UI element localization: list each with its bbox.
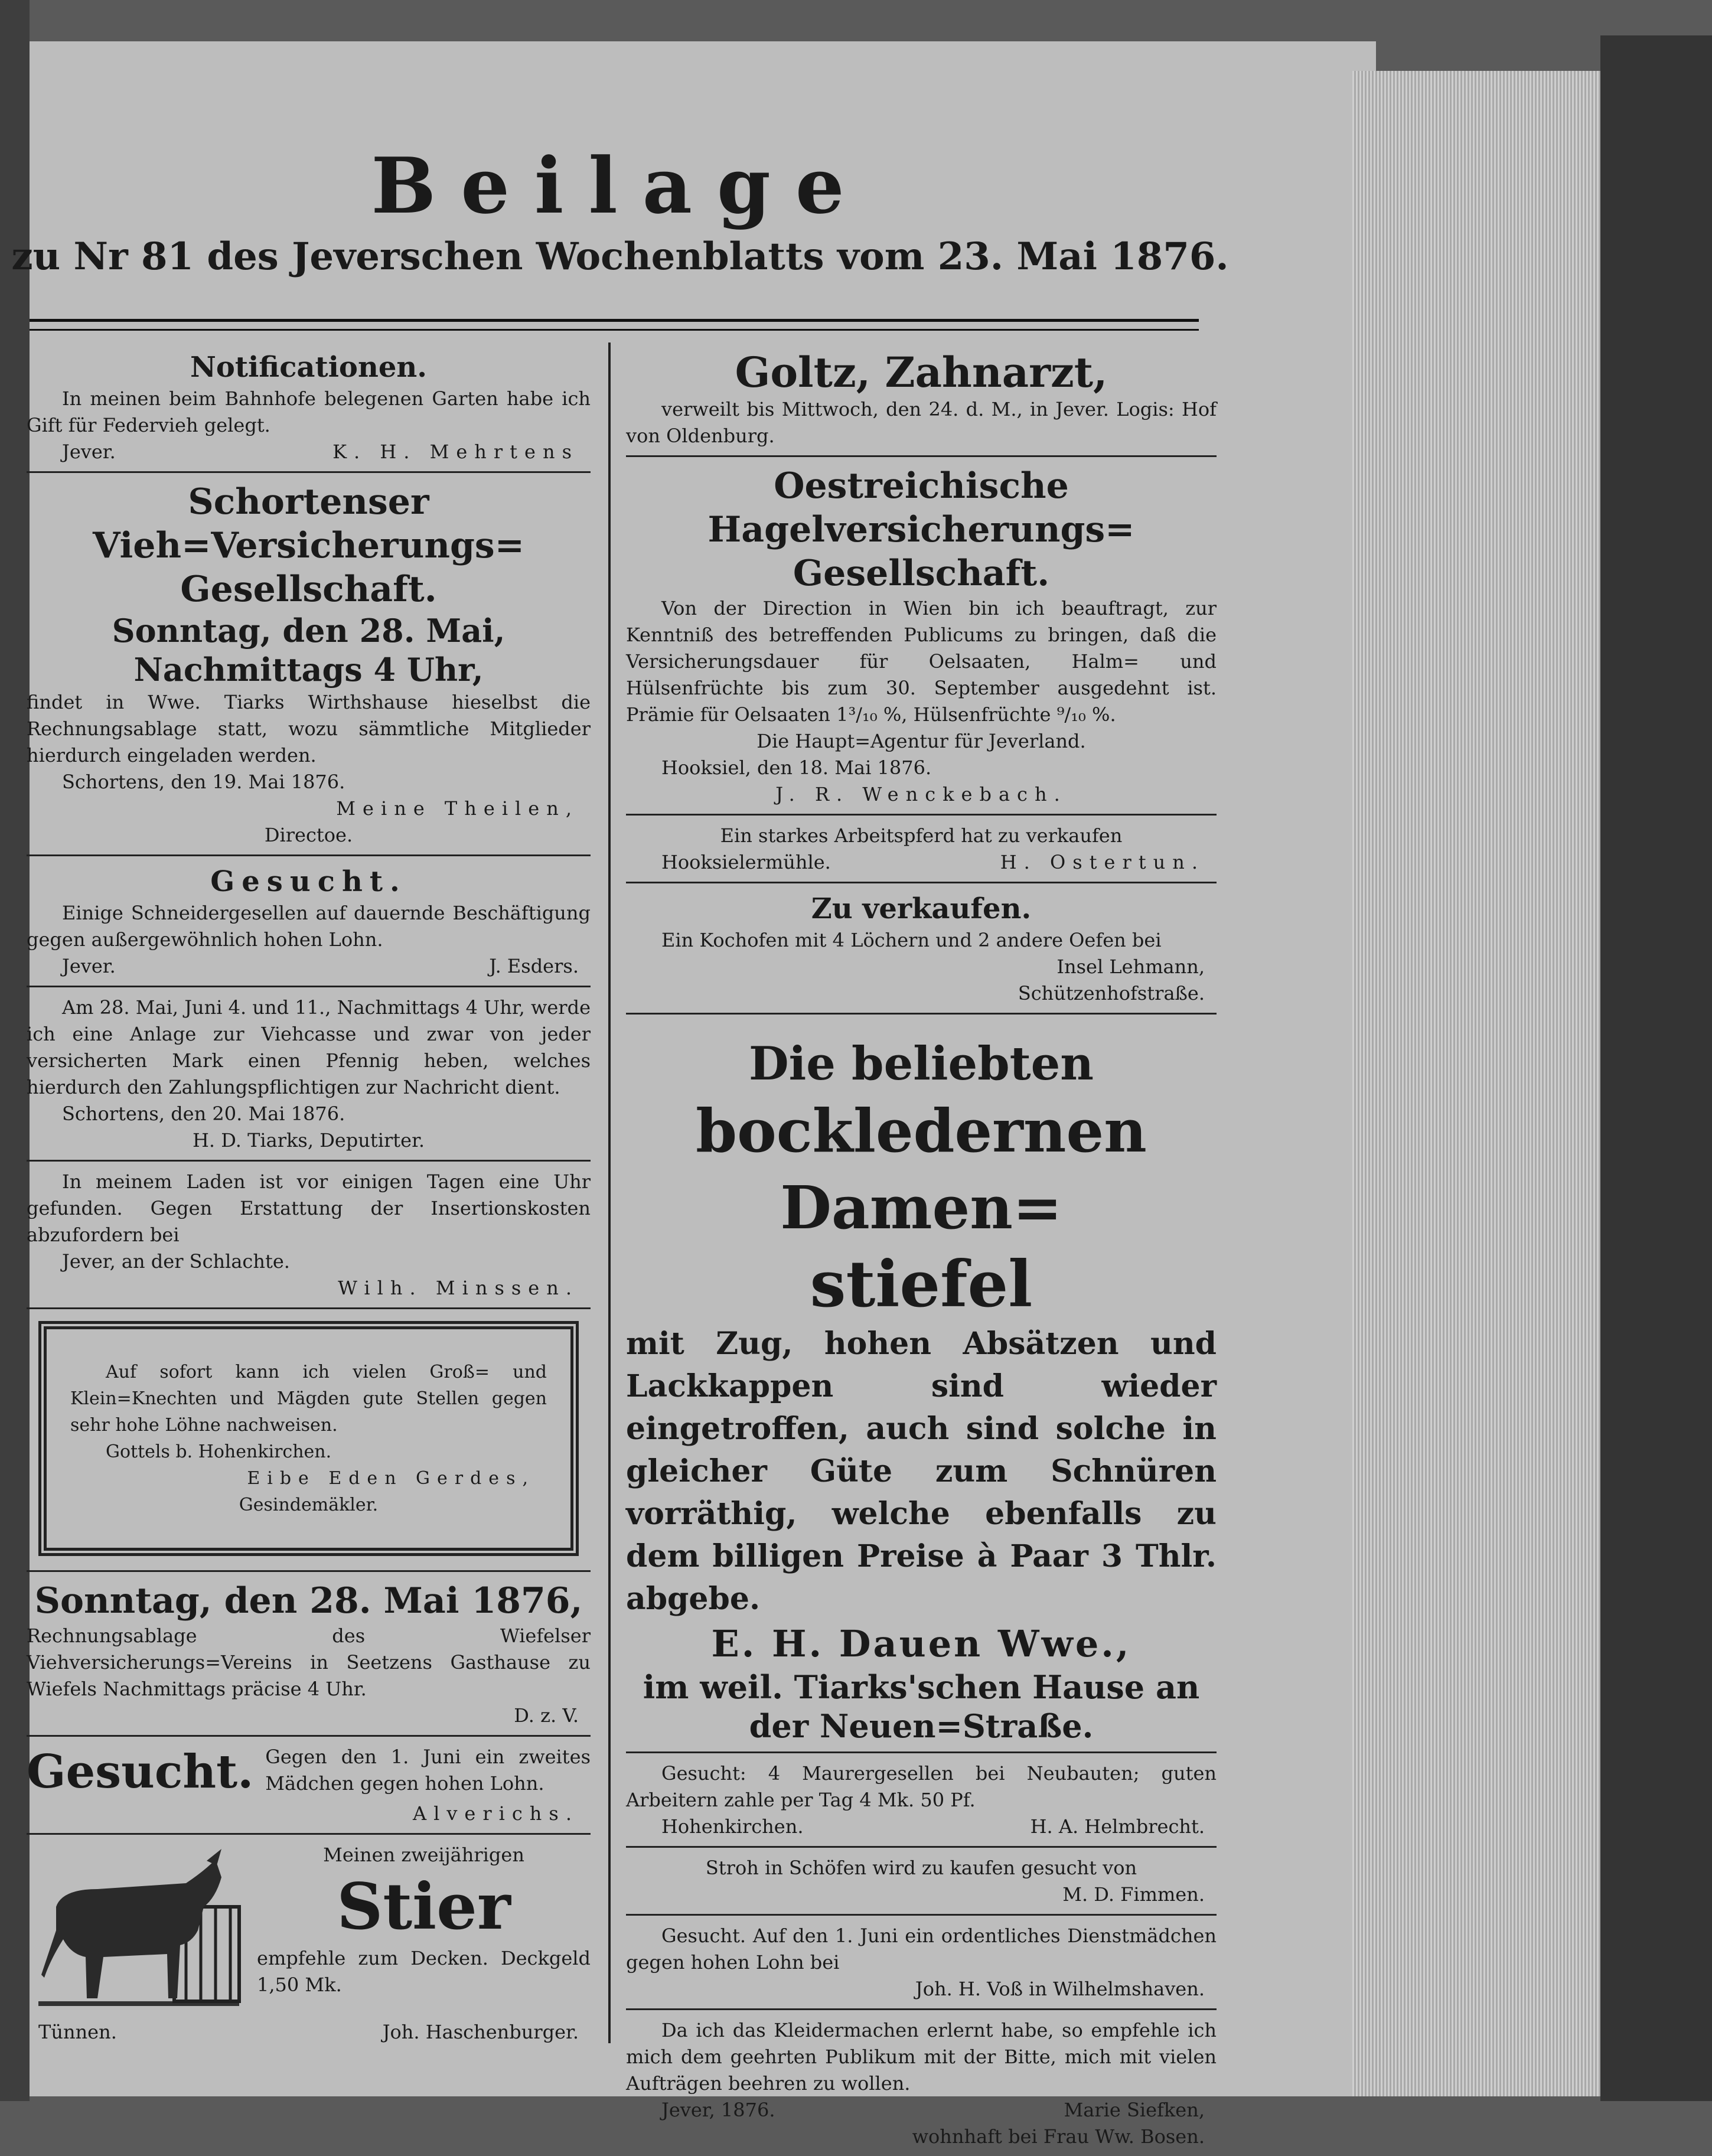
ad-text: Von der Direction in Wien bin ich beauftragt, zur Kenntniß des betreffenden Publicums zu bringen, daß die Versicherungsdauer für Oelsaaten, Halm= und Hülsenfrüchte bis zum 30. September ausgedehnt ist. Prämie für Oelsaaten 1³/₁₀ %, Hülsenfrüchte ⁹/₁₀ %. — [626, 597, 1217, 726]
ad-place: Hooksielermühle. — [661, 851, 831, 873]
ad-signature: D. z. V. — [514, 1704, 579, 1727]
ad-date: Sonntag, den 28. Mai, — [112, 612, 506, 650]
ad-goltz-zahnarzt — [626, 345, 1217, 457]
masthead-subtitle: zu Nr 81 des Jeverschen Wochenblatts vom 23. Mai 1876. — [11, 234, 1229, 279]
masthead — [0, 142, 1240, 283]
ad-place: Hooksiel, den 18. Mai 1876. — [661, 756, 932, 779]
ad-signature: Joh. Haschenburger. — [382, 2021, 579, 2043]
ad-signature: Marie Siefken, — [1064, 2099, 1205, 2121]
ornamental-border-box — [38, 1321, 579, 1556]
ad-address-line2: der Neuen=Straße. — [749, 1707, 1094, 1745]
ad-place: Schortens, den 19. Mai 1876. — [62, 771, 345, 793]
ad-title-line2: Gesellschaft. — [793, 553, 1050, 594]
ad-notificationen — [27, 345, 591, 473]
ad-name: E. H. Dauen Wwe., — [711, 1622, 1131, 1665]
ad-arbeitspferd — [626, 819, 1217, 883]
ad-place: Tünnen. — [38, 2021, 117, 2043]
ad-place: Schortens, den 20. Mai 1876. — [62, 1103, 345, 1125]
ad-place: Hohenkirchen. — [661, 1815, 804, 1838]
ad-signature: M. D. Fimmen. — [1062, 1883, 1205, 1906]
ad-text: In meinem Laden ist vor einigen Tagen eine Uhr gefunden. Gegen Erstattung der Insertionskosten abzufordern bei — [27, 1170, 591, 1246]
ad-text: findet in Wwe. Tiarks Wirthshause hieselbst die Rechnungsablage statt, wozu sämmtliche Mitglieder hierdurch eingeladen werden. — [27, 691, 591, 766]
ad-uhr-gefunden — [27, 1165, 591, 1309]
ad-title: bockledernen Damen= — [696, 1096, 1147, 1242]
masthead-rule — [30, 319, 1199, 331]
ad-signature: Alverichs. — [412, 1802, 579, 1825]
ad-text: empfehle zum Decken. Deckgeld 1,50 Mk. — [257, 1947, 591, 1996]
ad-gesucht-schneider — [27, 860, 591, 987]
ad-text: Stroh in Schöfen wird zu kaufen gesucht von — [705, 1857, 1137, 1879]
ad-signature: J. R. Wenckebach. — [775, 783, 1067, 805]
bull-illustration — [27, 1842, 245, 2019]
ad-pretext: Die beliebten — [748, 1037, 1094, 1091]
ad-place: Jever, an der Schlachte. — [62, 1250, 290, 1273]
ad-title: Oestreichische Hagelversicherungs= — [707, 465, 1135, 550]
ad-signature: Meine Theilen, — [336, 797, 579, 820]
ad-title: Goltz, Zahnarzt, — [735, 348, 1108, 397]
ad-kleidermachen — [626, 2014, 1217, 2156]
ad-signature: Wilh. Minssen. — [338, 1277, 579, 1299]
ad-title: Zu verkaufen. — [811, 892, 1032, 925]
ad-text: verweilt bis Mittwoch, den 24. d. M., in Jever. Logis: Hof von Oldenburg. — [626, 398, 1217, 447]
ad-hagelversicherung — [626, 461, 1217, 816]
ad-text: Rechnungsablage des Wiefelser Viehversicherungs=Vereins in Seetzens Gasthause zu Wiefels Nachmittags präcise 4 Uhr. — [27, 1625, 591, 1700]
ad-title: Notificationen. — [190, 351, 427, 384]
ad-place: Gottels b. Hohenkirchen. — [106, 1441, 332, 1462]
ad-title: Sonntag, den 28. Mai 1876, — [34, 1580, 583, 1622]
ad-text: Am 28. Mai, Juni 4. und 11., Nachmittags 4 Uhr, werde ich eine Anlage zur Viehcasse und zwar von jeder versicherten Mark einen Pfennig heben, welches hierdurch den Zahlungspflichtigen zur Nachricht dient. — [27, 996, 591, 1098]
ad-vieh-versicherung — [27, 477, 591, 856]
masthead-title: Beilage — [371, 141, 869, 231]
ad-title-line2: Gesellschaft. — [180, 569, 437, 610]
ad-stroh — [626, 1851, 1217, 1916]
ad-time: Nachmittags 4 Uhr, — [133, 651, 484, 689]
ad-place: Jever. — [62, 955, 116, 977]
ad-title: Gesucht. — [210, 865, 407, 898]
ad-signature: Joh. H. Voß in Wilhelmshaven. — [915, 1978, 1205, 2000]
left-column — [27, 345, 591, 2051]
ad-signature: H. Ostertun. — [1000, 851, 1205, 873]
ad-damenstiefel — [626, 1018, 1217, 1753]
ad-dienstmaedchen — [626, 1919, 1217, 2010]
ad-signature: Eibe Eden Gerdes, — [247, 1468, 535, 1489]
ad-stier — [27, 1838, 591, 2051]
ad-place: Jever. — [62, 441, 116, 463]
ad-text: Auf sofort kann ich vielen Groß= und Klein=Knechten und Mägden gute Stellen gegen sehr hohe Löhne nachweisen. — [70, 1362, 547, 1436]
ad-address: Schützenhofstraße. — [1018, 982, 1205, 1004]
ad-text: Einige Schneidergesellen auf dauernde Beschäftigung gegen außergewöhnlich hohen Lohn. — [27, 902, 591, 951]
book-cover-shadow — [1600, 35, 1712, 2101]
ad-role: Gesindemäkler. — [239, 1495, 379, 1515]
ad-place: Jever, 1876. — [661, 2099, 775, 2121]
ad-text: Gesucht: 4 Maurergesellen bei Neubauten; guten Arbeitern zahle per Tag 4 Mk. 50 Pf. — [626, 1762, 1217, 1811]
ad-text: Gesucht. Auf den 1. Juni ein ordentliches Dienstmädchen gegen hohen Lohn bei — [626, 1925, 1217, 1974]
ad-address: im weil. Tiarks'schen Hause an — [643, 1668, 1200, 1706]
ad-viehcasse-anlage — [27, 991, 591, 1162]
ad-text: mit Zug, hohen Absätzen und Lackkappen sind wieder eingetroffen, auch sind solche in gleicher Güte zum Schnüren vorräthig, welche ebenfalls zu dem billigen Preise à Paar 3 Thlr. abgebe. — [626, 1326, 1217, 1617]
ad-signature: H. A. Helmbrecht. — [1030, 1815, 1205, 1838]
ad-zu-verkaufen — [626, 887, 1217, 1015]
ad-text: Ein starkes Arbeitspferd hat zu verkaufen — [720, 824, 1123, 847]
ad-signature: J. Esders. — [489, 955, 579, 977]
adjacent-page-edge — [0, 0, 30, 2101]
ad-text: Da ich das Kleidermachen erlernt habe, so empfehle ich mich dem geehrten Publikum mit der Bitte, mich mit vielen Aufträgen beehren zu wollen. — [626, 2019, 1217, 2095]
ad-title: Gesucht. — [27, 1745, 254, 1799]
ad-title: Stier — [337, 1870, 511, 1944]
ad-text: Ein Kochofen mit 4 Löchern und 2 andere Oefen bei — [661, 929, 1162, 951]
ad-text: Gegen den 1. Juni ein zweites Mädchen gegen hohen Lohn. — [265, 1746, 591, 1795]
ad-signature: K. H. Mehrtens — [332, 441, 579, 463]
book-page-edges — [1352, 71, 1600, 2096]
ad-title: Schortenser Vieh=Versicherungs= — [93, 481, 524, 566]
ad-agent: Die Haupt=Agentur für Jeverland. — [756, 730, 1086, 752]
ad-maurergesellen — [626, 1757, 1217, 1848]
ad-title-line2: stiefel — [810, 1247, 1033, 1322]
right-column — [626, 345, 1217, 2156]
ad-text: In meinen beim Bahnhofe belegenen Garten habe ich Gift für Federvieh gelegt. — [27, 387, 591, 436]
column-rule — [608, 343, 611, 2043]
ad-signature: H. D. Tiarks, Deputirter. — [192, 1129, 425, 1152]
ad-role: Directoe. — [264, 824, 353, 846]
ad-gesucht-maedchen — [27, 1740, 591, 1835]
ad-pretext: Meinen zweijährigen — [323, 1844, 524, 1866]
ad-gesindemakler — [27, 1313, 591, 1572]
ad-address: wohnhaft bei Frau Ww. Bosen. — [912, 2125, 1205, 2148]
ad-signature: Insel Lehmann, — [1056, 955, 1205, 978]
ad-wiefelser-verein — [27, 1576, 591, 1737]
